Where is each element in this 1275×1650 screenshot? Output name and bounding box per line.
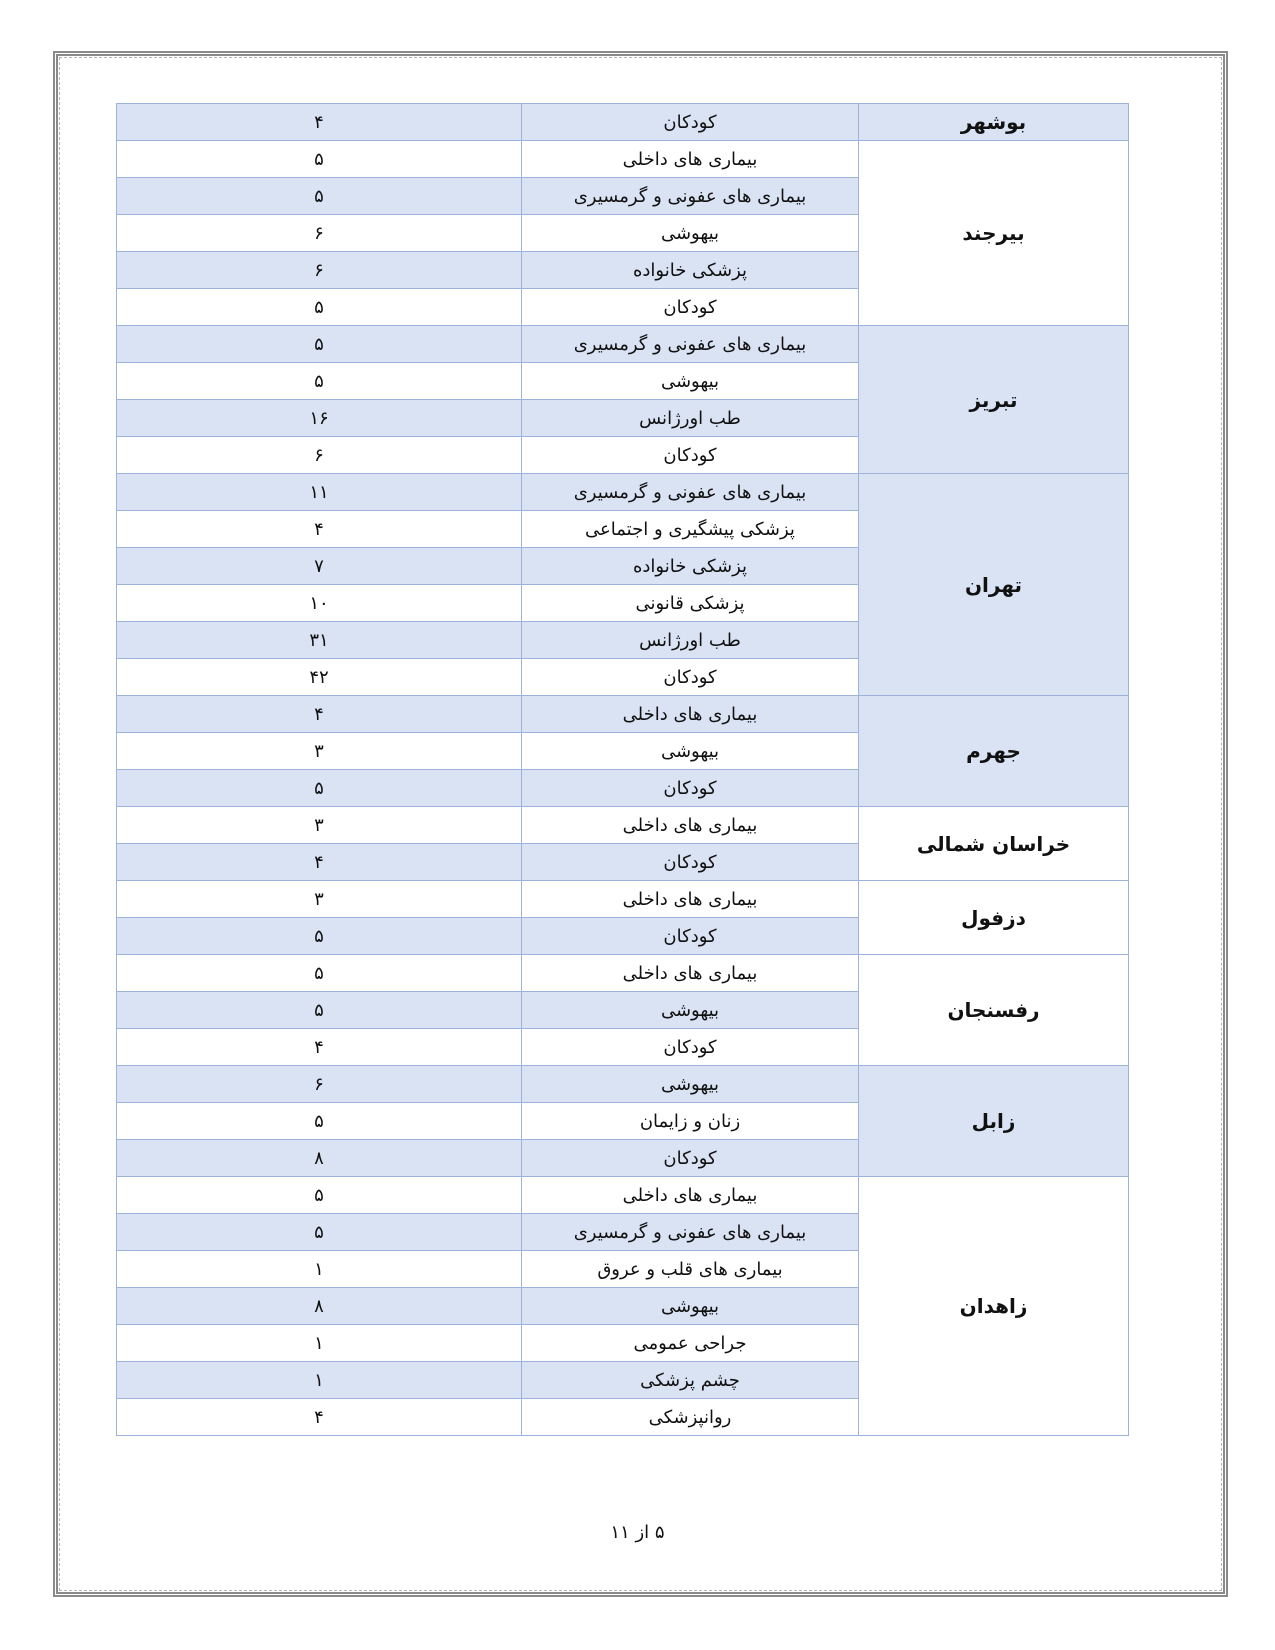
table-row [117, 326, 1129, 363]
specialty-cell: پزشکی پیشگیری و اجتماعی [522, 511, 859, 548]
specialty-cell: کودکان [522, 1140, 859, 1177]
count-cell: ۴ [117, 696, 522, 733]
count-cell: ۱ [117, 1251, 522, 1288]
table-row [117, 807, 1129, 844]
specialty-cell: بیهوشی [522, 733, 859, 770]
count-cell: ۴ [117, 511, 522, 548]
specialty-cell: کودکان [522, 437, 859, 474]
specialty-cell: بیهوشی [522, 1288, 859, 1325]
table-row [117, 474, 1129, 511]
count-cell: ۵ [117, 289, 522, 326]
count-cell: ۸ [117, 1140, 522, 1177]
count-cell: ۳ [117, 733, 522, 770]
specialty-cell: بیماری های عفونی و گرمسیری [522, 474, 859, 511]
specialty-cell: پزشکی قانونی [522, 585, 859, 622]
count-cell: ۴ [117, 844, 522, 881]
specialty-cell: کودکان [522, 1029, 859, 1066]
specialty-cell: بیماری های عفونی و گرمسیری [522, 1214, 859, 1251]
specialty-cell: بیماری های عفونی و گرمسیری [522, 178, 859, 215]
city-cell: زابل [859, 1066, 1129, 1177]
specialty-cell: پزشکی خانواده [522, 548, 859, 585]
specialty-cell: کودکان [522, 770, 859, 807]
count-cell: ۱۱ [117, 474, 522, 511]
specialty-cell: طب اورژانس [522, 622, 859, 659]
city-cell: بوشهر [859, 104, 1129, 141]
city-cell: خراسان شمالی [859, 807, 1129, 881]
count-cell: ۶ [117, 252, 522, 289]
page-number: ۵ از ۱۱ [610, 1522, 665, 1543]
count-cell: ۵ [117, 363, 522, 400]
table-body [117, 104, 1129, 1436]
specialty-cell: زنان و زایمان [522, 1103, 859, 1140]
count-cell: ۶ [117, 1066, 522, 1103]
specialty-cell: بیماری های داخلی [522, 696, 859, 733]
city-cell: بیرجند [859, 141, 1129, 326]
specialty-cell: کودکان [522, 289, 859, 326]
specialty-cell: کودکان [522, 844, 859, 881]
count-cell: ۴ [117, 104, 522, 141]
count-cell: ۵ [117, 1177, 522, 1214]
count-cell: ۵ [117, 1214, 522, 1251]
specialty-cell: بیماری های قلب و عروق [522, 1251, 859, 1288]
specialty-cell: طب اورژانس [522, 400, 859, 437]
table-row [117, 1177, 1129, 1214]
count-cell: ۵ [117, 770, 522, 807]
count-cell: ۵ [117, 955, 522, 992]
specialty-cell: بیماری های داخلی [522, 955, 859, 992]
count-cell: ۳ [117, 881, 522, 918]
specialty-cell: چشم پزشکی [522, 1362, 859, 1399]
count-cell: ۱۶ [117, 400, 522, 437]
count-cell: ۵ [117, 178, 522, 215]
count-cell: ۷ [117, 548, 522, 585]
table-row [117, 696, 1129, 733]
table-row [117, 104, 1129, 141]
count-cell: ۶ [117, 437, 522, 474]
city-cell: جهرم [859, 696, 1129, 807]
specialty-cell: بیماری های داخلی [522, 141, 859, 178]
specialty-cell: بیماری های داخلی [522, 1177, 859, 1214]
count-cell: ۱۰ [117, 585, 522, 622]
city-cell: رفسنجان [859, 955, 1129, 1066]
count-cell: ۳۱ [117, 622, 522, 659]
specialty-cell: روانپزشکی [522, 1399, 859, 1436]
specialty-cell: بیهوشی [522, 363, 859, 400]
count-cell: ۴۲ [117, 659, 522, 696]
count-cell: ۳ [117, 807, 522, 844]
city-cell: تهران [859, 474, 1129, 696]
count-cell: ۴ [117, 1399, 522, 1436]
specialty-cell: کودکان [522, 104, 859, 141]
count-cell: ۵ [117, 992, 522, 1029]
specialty-cell: کودکان [522, 659, 859, 696]
count-cell: ۵ [117, 141, 522, 178]
specialty-cell: کودکان [522, 918, 859, 955]
specialty-cell: بیماری های داخلی [522, 807, 859, 844]
table-row [117, 881, 1129, 918]
count-cell: ۵ [117, 918, 522, 955]
table-row [117, 141, 1129, 178]
city-cell: دزفول [859, 881, 1129, 955]
specialty-cell: بیهوشی [522, 992, 859, 1029]
specialty-cell: پزشکی خانواده [522, 252, 859, 289]
specialty-cell: بیهوشی [522, 215, 859, 252]
specialty-cell: بیماری های عفونی و گرمسیری [522, 326, 859, 363]
table-row [117, 1066, 1129, 1103]
count-cell: ۴ [117, 1029, 522, 1066]
count-cell: ۵ [117, 326, 522, 363]
count-cell: ۶ [117, 215, 522, 252]
table-row [117, 955, 1129, 992]
count-cell: ۸ [117, 1288, 522, 1325]
residency-capacity-table [116, 103, 1129, 1436]
city-cell: تبریز [859, 326, 1129, 474]
specialty-cell: بیماری های داخلی [522, 881, 859, 918]
count-cell: ۱ [117, 1325, 522, 1362]
count-cell: ۵ [117, 1103, 522, 1140]
count-cell: ۱ [117, 1362, 522, 1399]
city-cell: زاهدان [859, 1177, 1129, 1436]
specialty-cell: جراحی عمومی [522, 1325, 859, 1362]
specialty-cell: بیهوشی [522, 1066, 859, 1103]
